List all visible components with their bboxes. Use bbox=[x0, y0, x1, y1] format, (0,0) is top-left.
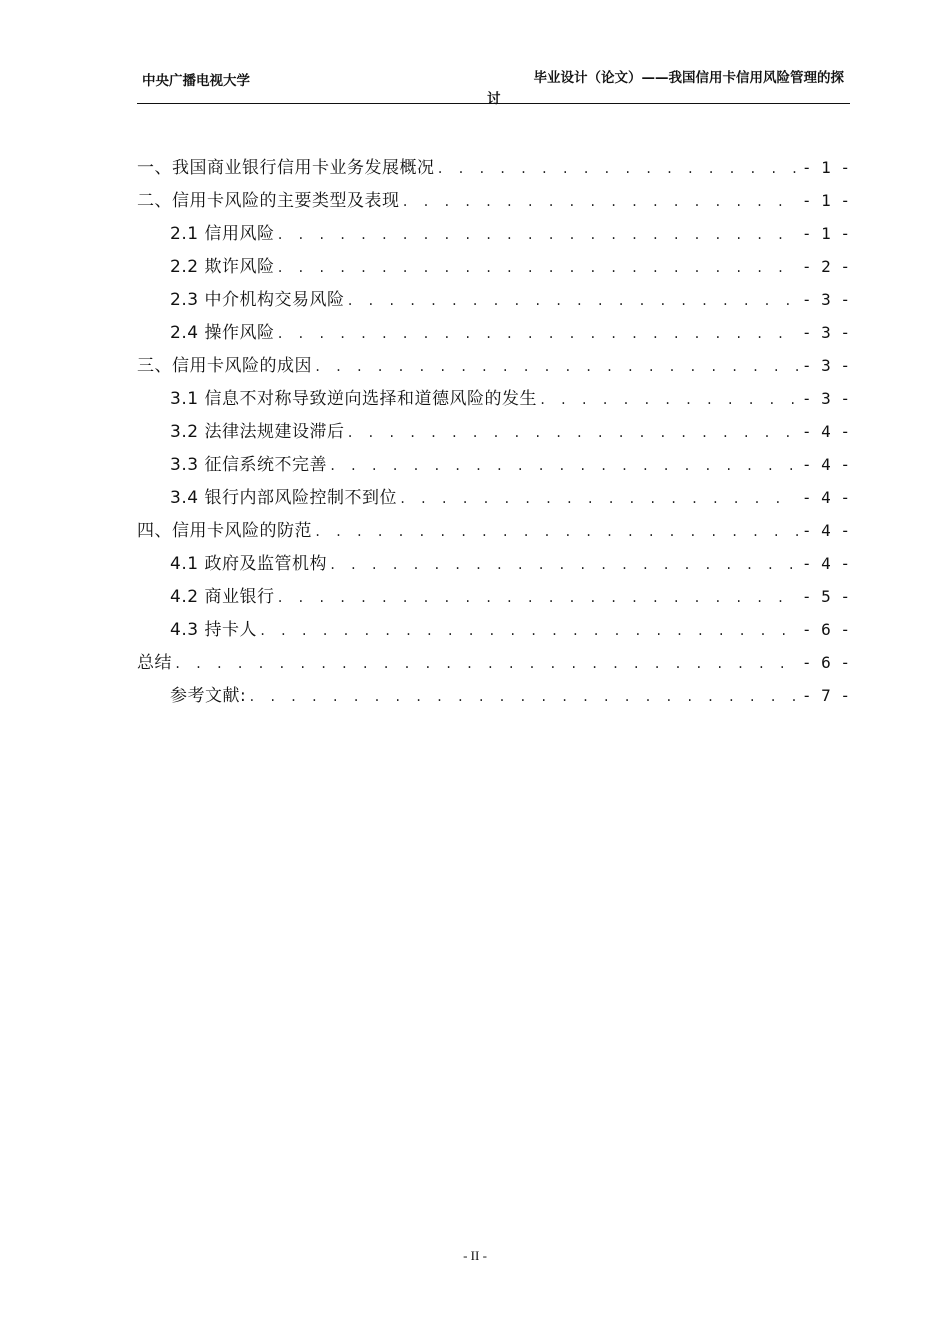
dot-leader bbox=[246, 690, 798, 704]
toc-entry[interactable] bbox=[137, 351, 850, 384]
toc-entry-page: - 3 - bbox=[801, 323, 850, 342]
thesis-title-continued: 讨 bbox=[487, 91, 501, 107]
toc-entry[interactable] bbox=[137, 450, 850, 483]
toc-entry-title: 二、信用卡风险的主要类型及表现 bbox=[137, 191, 400, 211]
toc-entry-title: 4.3 持卡人 bbox=[170, 620, 257, 640]
toc-entry[interactable] bbox=[137, 549, 850, 582]
toc-entry-title: 2.4 操作风险 bbox=[170, 323, 275, 343]
toc-entry-page: - 4 - bbox=[801, 422, 850, 441]
toc-entry[interactable] bbox=[137, 681, 850, 714]
toc-entry-page: - 1 - bbox=[801, 224, 850, 243]
toc-entry-title: 参考文献: bbox=[170, 686, 247, 706]
dot-leader bbox=[172, 657, 798, 671]
toc-entry[interactable] bbox=[137, 318, 850, 351]
thesis-title: 毕业设计（论文）——我国信用卡信用风险管理的探 bbox=[533, 70, 844, 86]
toc-entry-page: - 4 - bbox=[801, 554, 850, 573]
toc-entry-title: 2.1 信用风险 bbox=[170, 224, 275, 244]
toc-entry-title: 总结 bbox=[137, 653, 172, 673]
toc-entry[interactable] bbox=[137, 252, 850, 285]
toc-entry[interactable] bbox=[137, 219, 850, 252]
toc-entry-page: - 4 - bbox=[801, 521, 850, 540]
toc-entry[interactable] bbox=[137, 582, 850, 615]
toc-entry-page: - 7 - bbox=[801, 686, 850, 705]
toc-entry-title: 三、信用卡风险的成因 bbox=[137, 356, 312, 376]
toc-entry[interactable] bbox=[137, 384, 850, 417]
toc-entry-title: 2.2 欺诈风险 bbox=[170, 257, 275, 277]
toc-entry-page: - 4 - bbox=[801, 488, 850, 507]
toc-entry[interactable] bbox=[137, 483, 850, 516]
dot-leader bbox=[397, 492, 798, 506]
toc-entry[interactable] bbox=[137, 186, 850, 219]
dot-leader bbox=[327, 558, 798, 572]
table-of-contents bbox=[137, 153, 850, 714]
toc-entry-title: 2.3 中介机构交易风险 bbox=[170, 290, 345, 310]
toc-entry-page: - 4 - bbox=[801, 455, 850, 474]
toc-entry-page: - 1 - bbox=[801, 158, 850, 177]
toc-entry[interactable] bbox=[137, 516, 850, 549]
toc-entry[interactable] bbox=[137, 153, 850, 186]
dot-leader bbox=[257, 624, 798, 638]
dot-leader bbox=[435, 162, 799, 176]
toc-entry-page: - 3 - bbox=[801, 290, 850, 309]
toc-entry-title: 四、信用卡风险的防范 bbox=[137, 521, 312, 541]
toc-entry-page: - 6 - bbox=[801, 653, 850, 672]
toc-entry[interactable] bbox=[137, 615, 850, 648]
toc-entry-title: 4.2 商业银行 bbox=[170, 587, 275, 607]
dot-leader bbox=[274, 327, 798, 341]
dot-leader bbox=[537, 393, 798, 407]
dot-leader bbox=[327, 459, 798, 473]
school-name: 中央广播电视大学 bbox=[142, 73, 250, 89]
toc-entry-page: - 2 - bbox=[801, 257, 850, 276]
dot-leader bbox=[274, 261, 798, 275]
dot-leader bbox=[274, 228, 798, 242]
toc-entry[interactable] bbox=[137, 285, 850, 318]
page-header bbox=[137, 66, 850, 107]
toc-entry-page: - 3 - bbox=[801, 356, 850, 375]
toc-entry-page: - 5 - bbox=[801, 587, 850, 606]
dot-leader bbox=[274, 591, 798, 605]
toc-entry-title: 3.4 银行内部风险控制不到位 bbox=[170, 488, 397, 508]
dot-leader bbox=[312, 525, 798, 539]
toc-entry-title: 4.1 政府及监管机构 bbox=[170, 554, 327, 574]
toc-entry-page: - 6 - bbox=[801, 620, 850, 639]
toc-entry-page: - 1 - bbox=[801, 191, 850, 210]
toc-entry-title: 3.3 征信系统不完善 bbox=[170, 455, 327, 475]
toc-entry[interactable] bbox=[137, 648, 850, 681]
dot-leader bbox=[344, 426, 798, 440]
toc-entry-title: 3.1 信息不对称导致逆向选择和道德风险的发生 bbox=[170, 389, 537, 409]
dot-leader bbox=[344, 294, 798, 308]
dot-leader bbox=[400, 195, 799, 209]
page-number: - II - bbox=[463, 1248, 487, 1263]
toc-entry-title: 一、我国商业银行信用卡业务发展概况 bbox=[137, 158, 435, 178]
toc-entry-page: - 3 - bbox=[801, 389, 850, 408]
toc-entry-title: 3.2 法律法规建设滞后 bbox=[170, 422, 345, 442]
toc-entry[interactable] bbox=[137, 417, 850, 450]
dot-leader bbox=[312, 360, 798, 374]
